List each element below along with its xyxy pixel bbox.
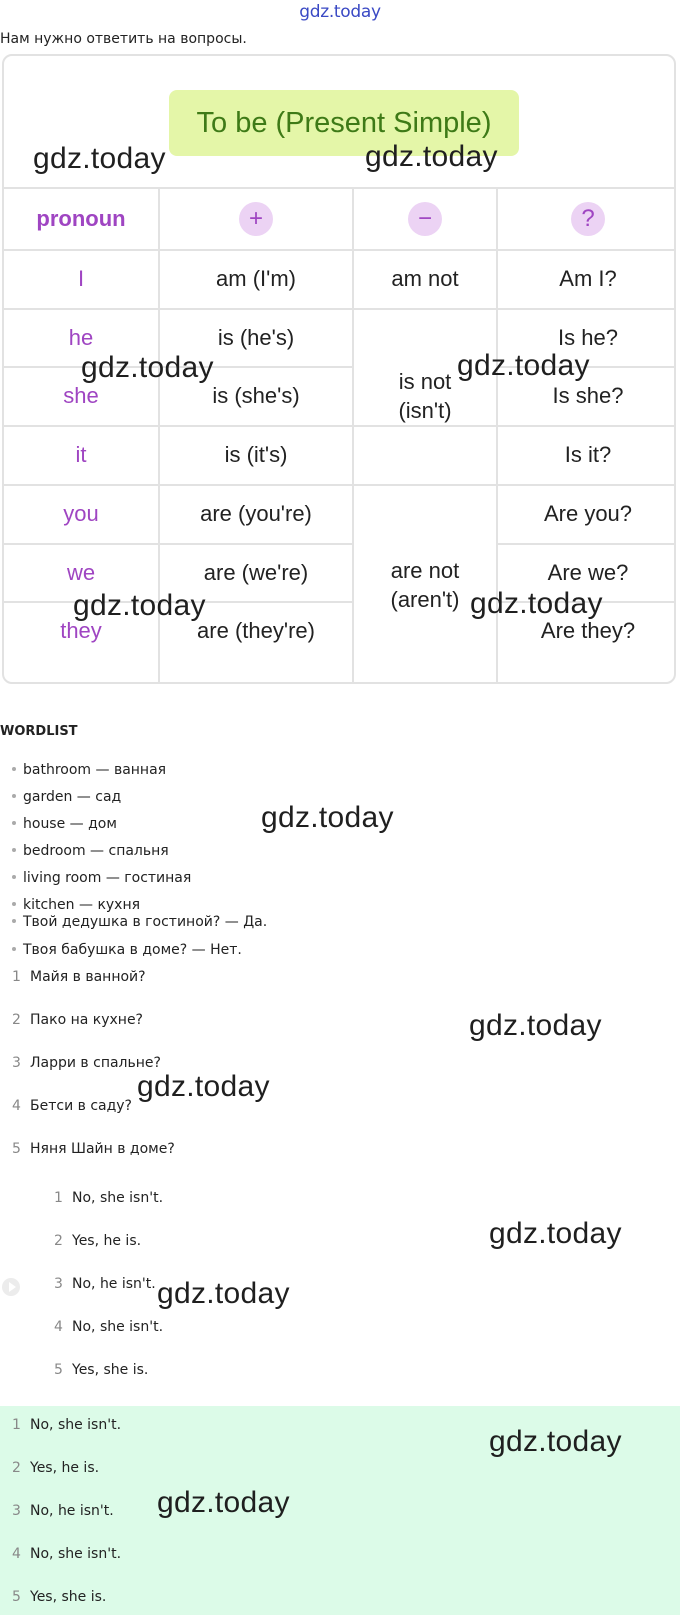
- answer-item: [54, 1319, 163, 1335]
- negative-cell-are: [354, 486, 496, 684]
- wordlist-item-text: garden — сад: [23, 789, 122, 805]
- watermark: gdz.today: [470, 587, 603, 620]
- answer-item: [12, 1589, 106, 1605]
- item-number: 4: [12, 1546, 21, 1562]
- answer-text: No, she isn't.: [72, 1319, 164, 1335]
- watermark: gdz.today: [157, 1277, 290, 1310]
- item-number: 3: [12, 1055, 21, 1071]
- pronoun-cell: you: [63, 501, 99, 527]
- answer-item: [54, 1276, 156, 1292]
- bullet-icon: [12, 821, 16, 825]
- question-cell: Are we?: [547, 559, 629, 585]
- answer-text: No, she isn't.: [72, 1190, 164, 1206]
- bullet-icon: [12, 794, 16, 798]
- header-pronoun: pronoun: [36, 205, 126, 231]
- positive-cell: is (it's): [224, 442, 288, 468]
- question-cell: Is it?: [564, 442, 612, 468]
- bullet-icon: [12, 902, 16, 906]
- item-number: 5: [12, 1589, 21, 1605]
- negative-is-line1: is not: [398, 369, 452, 395]
- intro-text: Нам нужно ответить на вопросы.: [0, 31, 247, 47]
- wordlist-item: [12, 942, 242, 958]
- answer-text: Yes, he is.: [30, 1460, 100, 1476]
- item-number: 3: [54, 1276, 63, 1292]
- wordlist-item: [12, 789, 121, 805]
- question-cell: Is he?: [558, 324, 618, 350]
- pronoun-cell: they: [60, 618, 102, 644]
- wordlist-item-text: kitchen — кухня: [23, 897, 141, 913]
- wordlist-item-text: living room — гостиная: [23, 870, 192, 886]
- bullet-icon: [12, 848, 16, 852]
- bullet-icon: [12, 875, 16, 879]
- item-number: 4: [12, 1098, 21, 1114]
- answer-text: Yes, he is.: [72, 1233, 142, 1249]
- item-number: 4: [54, 1319, 63, 1335]
- question-item: [12, 1141, 175, 1157]
- item-number: 3: [12, 1503, 21, 1519]
- question-cell: Is she?: [552, 383, 624, 409]
- bullet-icon: [12, 767, 16, 771]
- question-text: Няня Шайн в доме?: [30, 1141, 175, 1157]
- question-item: [12, 1055, 161, 1071]
- watermark: gdz.today: [81, 351, 214, 384]
- positive-cell: are (you're): [200, 501, 312, 527]
- item-number: 2: [54, 1233, 63, 1249]
- watermark: gdz.today: [33, 142, 166, 175]
- question-item: [12, 1098, 132, 1114]
- item-number: 5: [54, 1362, 63, 1378]
- play-icon[interactable]: [2, 1278, 20, 1296]
- answer-item: [12, 1503, 114, 1519]
- positive-cell: are (they're): [197, 618, 315, 644]
- answer-text: No, she isn't.: [30, 1417, 122, 1433]
- answer-text: No, he isn't.: [30, 1503, 114, 1519]
- wordlist-item-text: Твой дедушка в гостиной? — Да.: [23, 914, 268, 930]
- wordlist-item: [12, 762, 166, 778]
- watermark: gdz.today: [457, 349, 590, 382]
- watermark: gdz.today: [73, 589, 206, 622]
- pronoun-cell: it: [75, 442, 87, 468]
- negative-is-line2: (isn't): [398, 398, 452, 423]
- question-text: Майя в ванной?: [30, 969, 146, 985]
- answer-item: [12, 1546, 121, 1562]
- watermark: gdz.today: [261, 801, 394, 834]
- bullet-icon: [12, 919, 16, 923]
- pronoun-cell: I: [77, 266, 85, 292]
- table-title: To be (Present Simple): [196, 107, 492, 139]
- question-text: Ларри в спальне?: [30, 1055, 161, 1071]
- item-number: 2: [12, 1012, 21, 1028]
- question-cell: Are you?: [543, 501, 633, 527]
- question-text: Пако на кухне?: [30, 1012, 143, 1028]
- answer-item: [54, 1190, 163, 1206]
- wordlist-item: [12, 816, 117, 832]
- header-question: [498, 189, 676, 249]
- answer-item: [54, 1233, 141, 1249]
- bullet-icon: [12, 947, 16, 951]
- wordlist-item-text: bathroom — ванная: [23, 762, 167, 778]
- watermark: gdz.today: [365, 140, 498, 173]
- negative-are-line2: (aren't): [390, 587, 460, 612]
- watermark: gdz.today: [469, 1009, 602, 1042]
- item-number: 1: [54, 1190, 63, 1206]
- wordlist-item-text: Твоя бабушка в доме? — Нет.: [23, 942, 242, 958]
- pronoun-cell: she: [63, 383, 99, 409]
- answer-text: Yes, she is.: [30, 1589, 107, 1605]
- wordlist-item-text: house — дом: [23, 816, 117, 832]
- positive-cell: is (he's): [217, 324, 295, 350]
- question-item: [12, 969, 146, 985]
- wordlist-item: [12, 897, 140, 913]
- site-logo[interactable]: gdz.today: [299, 2, 381, 22]
- answer-text: No, he isn't.: [72, 1276, 156, 1292]
- question-badge: ?: [571, 202, 605, 236]
- wordlist-item: [12, 914, 267, 930]
- answer-item: [54, 1362, 148, 1378]
- watermark: gdz.today: [137, 1070, 270, 1103]
- answer-text: Yes, she is.: [72, 1362, 149, 1378]
- answer-item: [12, 1460, 99, 1476]
- positive-cell: am (I'm): [216, 266, 296, 292]
- positive-cell: are (we're): [203, 559, 309, 585]
- item-number: 1: [12, 1417, 21, 1433]
- question-cell: Are they?: [540, 618, 636, 644]
- question-cell: Am I?: [559, 266, 617, 292]
- wordlist-item-text: bedroom — спальня: [23, 843, 169, 859]
- minus-badge: −: [408, 202, 442, 236]
- item-number: 2: [12, 1460, 21, 1476]
- watermark: gdz.today: [489, 1425, 622, 1458]
- plus-badge: +: [239, 202, 273, 236]
- pronoun-cell: he: [68, 324, 94, 350]
- positive-cell: is (she's): [212, 383, 300, 409]
- answer-text: No, she isn't.: [30, 1546, 122, 1562]
- watermark: gdz.today: [157, 1486, 290, 1519]
- item-number: 5: [12, 1141, 21, 1157]
- negative-cell-is: [354, 310, 496, 484]
- header-positive: [160, 189, 352, 249]
- header-negative: [354, 189, 496, 249]
- question-item: [12, 1012, 143, 1028]
- wordlist-item: [12, 843, 169, 859]
- negative-cell: am not: [391, 266, 459, 292]
- watermark: gdz.today: [489, 1217, 622, 1250]
- question-text: Бетси в саду?: [30, 1098, 132, 1114]
- wordlist-item: [12, 870, 191, 886]
- negative-are-line1: are not: [390, 558, 460, 584]
- pronoun-cell: we: [66, 559, 96, 585]
- wordlist-title: WORDLIST: [0, 724, 78, 739]
- answer-item: [12, 1417, 121, 1433]
- item-number: 1: [12, 969, 21, 985]
